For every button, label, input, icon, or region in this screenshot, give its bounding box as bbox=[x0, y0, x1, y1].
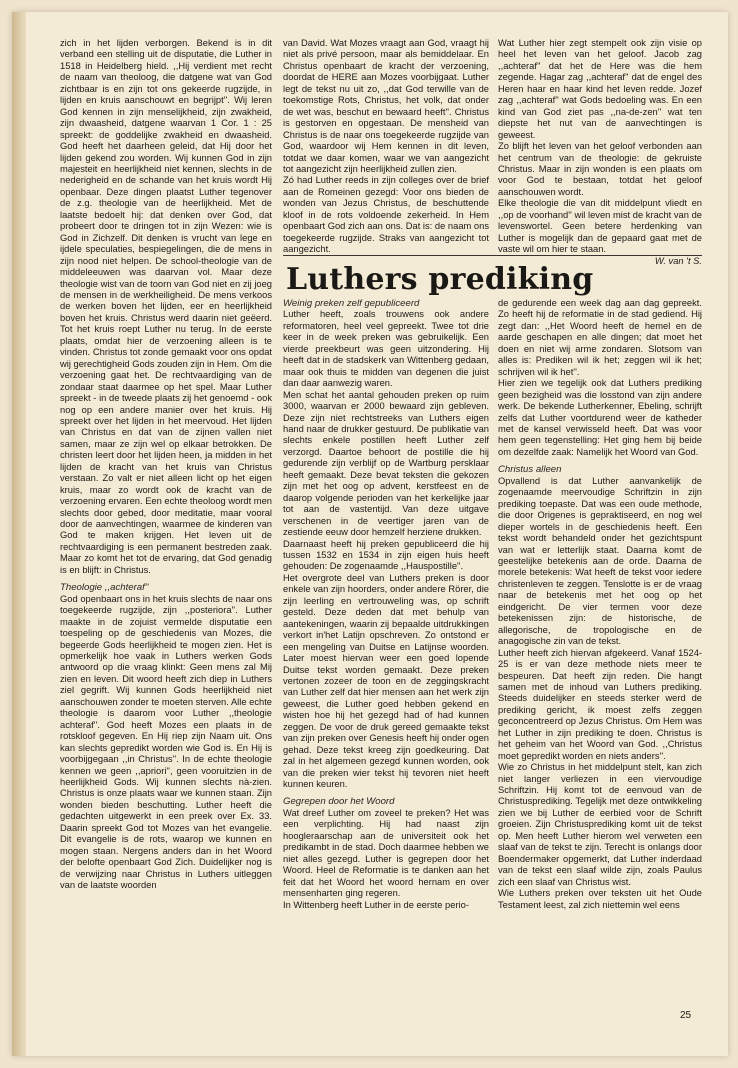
paragraph: Wie Luthers preken over teksten uit het Oude Testament leest, zal zich niettemin wel eens bbox=[498, 888, 702, 910]
paragraph: Het overgrote deel van Luthers preken is door enkele van zijn hoorders, onder andere Rörer, die zijn leerling en vertrouweling was, op schrift gesteld. Deze deden dat met behulp van aantekeningen, waarin zij bepaalde uitdrukkingen verkort in'het Latijn opschreven. Zo ontstond er een mengeling van Duitse en Latijnse woorden. Later moest hiervan weer een goed lopende Duitse tekst worden gemaakt. Deze preken vertonen zozeer de toon en de zeggingskracht van Luther zelf dat hier mensen aan het werk zijn geweest, die Luther goed hebben gekend en wisten hoe hij het gezegd had of had kunnen zeggen. De voor de druk gereed gemaakte tekst van zijn preken over Genesis heeft hij onder ogen gehad. Deze tekst kreeg zijn goedkeuring. Dat zal in het algemeen gezegd kunnen worden, ook van die preken wier tekst hij tevoren niet heeft kunnen keuren. bbox=[283, 572, 489, 790]
section-heading: Theologie ,,achteraf'' bbox=[60, 582, 149, 594]
section-heading: Christus alleen bbox=[498, 464, 562, 476]
column-right-top bbox=[498, 38, 702, 266]
article-column-1 bbox=[283, 298, 489, 1038]
paragraph: God openbaart ons in het kruis slechts de naar ons toegekeerde rugzijde, zijn ,,posteriora''. Luther maakte in de zojuist vermelde disputatie een toespeling op de geschiedenis van Mozes, die begeerde Gods heerlijkheid te mogen zien. Het is opmerkelijk hoe vaak in Luthers werken Gods antwoord op die vraag klinkt: Geen mens zal Mij zien en leven. Dit woord heeft zich diep in Luthers ziel gegrift. Wij kunnen Gods heerlijkheid niet aanschouwen zonder te moeten sterven. Alle echte theologie is daarom voor Luther ,,theologie achteraf''. God heeft Mozes een plaats in de rotskloof gegeven. En Hij riep zijn Naam uit. Ons kan slechts gepredikt worden wie God is. En Hij is voorbijgegaan ,,in Christus''. In de echte theologie kennen we geen ,,apriori'', geen vooruitzien in de heerlijkheid Gods. Wij kunnen slechts nà-zien. Christus is onze plaats waar we kunnen staan. Zijn wonden bieden beschutting. Luther heeft die gedachten uitgewerkt in een preek over Ex. 33. Daarin spreekt God tot Mozes van het evangelie. Dit evangelie is de rots, waarop we kunnen en mogen staan. Nergens anders dan in het Woord der belofte openbaart God Zich. Duidelijker nog is de verwijzing naar Christus in Luthers uitleggen van de laatste woorden bbox=[60, 593, 272, 891]
page-spine bbox=[12, 12, 26, 1056]
paragraph: Opvallend is dat Luther aanvankelijk de zogenaamde meervoudige Schriftzin in zijn prediking toepaste. Dat was een oude methode, die door Origenes is gepraktiseerd, en nog wel dieper wortels in de geschiedenis heeft. Een tekst wordt behandeld onder het gezichtspunt van wat er letterlijk staat. Daarna komt de geestelijke betekenis aan de orde. Daarna de morele betekenis: Wat heeft de tekst voor iedere christenleven te zeggen. Tenslotte is er de vraag naar de betekenis met het oog op het eindgericht. De vier termen voor deze betekenissen zijn: de historische, de allegorische, de tropologische en de anagogische zin van de tekst. bbox=[498, 475, 702, 647]
paragraph: Daarnaast heeft hij preken gepubliceerd die hij tussen 1532 en 1534 in zijn eigen huis heeft gehouden: De zogenaamde ,,Hauspostille''. bbox=[283, 538, 489, 572]
paragraph: In Wittenberg heeft Luther in de eerste perio- bbox=[283, 899, 469, 910]
paragraph: Zo blijft het leven van het geloof verbonden aan het centrum van de theologie: de gekruiste Christus. Maar in zijn wonden is een plaats om voor God te bestaan, totdat het geloof aanschouwen wordt. bbox=[498, 141, 702, 197]
paragraph: Wat Luther hier zegt stempelt ook zijn visie op heel het leven van het geloof. Jacob zag ,,achteraf'' dat het de Here was die hem zegende. Hagar zag ,,achteraf'' dat de engel des Heren haar en haar kind het leven redde. Jozef zag ,,achteraf'' wat Gods bedoeling was. En een kind van God ziet pas ,,na-de-zen'' wat ten diepste het nut van de aanvechtingen is geweest. bbox=[498, 38, 702, 140]
article-title: Luthers prediking bbox=[286, 262, 594, 297]
paragraph: de gedurende een week dag aan dag gepreekt. Zo heeft hij de reformatie in de stad gediend. Hij zegt dan: ,,Het Woord heeft de hemel en de aarde geschapen en alle dingen; dat moet het doen en niet wij arme zondaren. Slotsom van alles is: Prediken wil ik het; zeggen wil ik het; schrijven wil ik het''. bbox=[498, 298, 702, 377]
paragraph: Elke theologie die van dit middelpunt vliedt en ,,op de voorhand'' wil leven mist de kracht van de levenswortel. Geen betere herdenking van Luther is mogelijk dan de gepaard gaat met de vaste wil om hier te staan. bbox=[498, 198, 702, 255]
paragraph: Zó had Luther reeds in zijn colleges over de brief aan de Romeinen gezegd: Voor ons bieden de wonden van Jezus Christus, de beschuttende kloof in de rots voldoende zekerheid. In Hem openbaart God zich aan ons. Dat is: de naam ons toegekeerde rugzijde. Straks van aangezicht tot aangezicht. bbox=[283, 175, 489, 255]
article-column-2 bbox=[498, 298, 702, 1018]
section-heading: Weinig preken zelf gepubliceerd bbox=[283, 298, 420, 309]
paragraph: Wat dreef Luther om zoveel te preken? Het was een verplichting. Hij had naast zijn hoogleraarschap aan de universiteit ook het predikambt in de stad. Doch daarmee hebben we niet alles gezegd. Luther is gegrepen door het Woord. Heel de Reformatie is te danken aan het feit dat het Woord het woord hernam en over mensenharten ging regeren. bbox=[283, 807, 489, 899]
paragraph: zich in het lijden verborgen. Bekend is in dit verband een stelling uit de disputatie, die Luther in 1518 in Heidelberg hield. ,,Hij verdient met recht de naam van theoloog, die datgene wat van God zichtbaar is en zijn tot ons gekeerde rugzijde, in lijden en kruis aanschouwt en begrijpt''. Wij leren God kennen in zijn menselijkheid, zijn zwakheid, zijn dwaasheid, datgene waarvan 1 Cor. 1 : 25 spreekt: de goddelijke zwakheid en dwaasheid. God heeft het daarheen geleid, dat Hij door het lijden gekend zou worden. Wij kunnen God in zijn majesteit en heerlijkheid niet kennen, slechts in de nederigheid en de schande van het kruis wordt Hij openbaar. Deze dingen plaatst Luther tegenover de z.g. theologie van de heerlijkheid. Met de laatste bedoelt hij: dat denken over God, dat probeert door te dringen tot in zijn Wezen: wie is God in Zichzelf. Dit denken is vrucht van lege en ijdele speculaties, bespiegelingen, die de mens in zijn nood niet helpen. De school-theologie van de middeleeuwen was daarvan vol. Maar deze theologie wist van de toorn van God niet en zij joeg de mensen in de werkheiligheid. De mens verkoos de werken boven het lijden, eer en heerlijkheid boven het kruis. Christus werd daarin niet geëerd. Tot het kruis roept Luther nu terug. In de eerste plaats, omdat hier de verzoening alleen is te vinden. Christus tot zonde gemaakt voor ons opdat wij gerechtigheid Gods zouden zijn in Hem. Om die verzoening gaat het. De rechtvaardiging van de zondaar staat daarmee op het spel. Maar Luther spreekt - in de tweede plaats zij het genoemd - ook nog op een andere manier over het kruis. Hij spreekt over het lijden in het meervoud. Het lijden van Christus en dat van de zijnen vallen niet samen, maar ze zijn wel op elkaar betrokken. De christen leert door het lijden heen, ja midden in het lijden de kracht van het kruis van Christus verstaan. Zo valt er niet alleen licht op het eigen kruis, maar zo wordt ook de kracht van de verzoening ervaren. Een echte theoloog wordt men slechts door gebed, door meditatie, maar vooral door de aanvechtingen, waarmee de kinderen van God te maken krijgen. Het leven uit de rechtvaardiging is een permanent bestreden zaak. Maar zo komt het tot de ervaring, dat God genadig is en blijft: in Christus. bbox=[60, 38, 272, 575]
paragraph: Luther heeft zich hiervan afgekeerd. Vanaf 1524-25 is er van deze methode niets meer te bespeuren. Dat heeft zijn reden. Die hangt samen met de inhoud van Luthers prediking. Steeds duidelijker en steeds sterker werd de prediking gericht, ik moest zelfs zeggen geconcentreerd op Jezus Christus. Om Hem was het Luther in zijn prediking te doen. Christus is het geheim van het Woord van God. ,,Christus moet gepredikt worden en niets anders''. bbox=[498, 647, 702, 761]
paragraph: Wie zo Christus in het middelpunt stelt, kan zich niet langer verliezen in een viervoudige Schriftzin. Hij komt tot de eenvoud van de Christusprediking. Tegelijk met deze ontwikkeling zien we bij Luther de eerbied voor de Schrift groeien. Zijn Christusprediking komt uit de tekst op. Men heeft Luther hierom wel verweten een slaaf van de tekst te zijn. Terecht is onlangs door Boendermaker opgemerkt, dat Luther inderdaad van de tekst een slaaf wilde zijn, zoals Paulus zich een slaaf van Christus wist. bbox=[498, 762, 702, 887]
author-signature: W. van 't S. bbox=[654, 255, 702, 266]
paragraph: Hier zien we tegelijk ook dat Luthers prediking geen bezigheid was die losstond van zijn andere werk. De bekende Lutherkenner, Ebeling, schrijft zelfs dat Luther voortdurend weer de katheder met de kansel verwisseld heeft. Dat was voor hem geen tegenstelling: Het ging hem bij beide om dezelfde zaak: Namelijk het Woord van God. bbox=[498, 378, 702, 457]
paragraph: van David. Wat Mozes vraagt aan God, vraagt hij niet als privé persoon, maar als bemiddelaar. En Christus openbaart de kracht der verzoening, doordat de HERE aan Mozes voorbijgaat. Luther legt de tekst nu uit zo, ,,dat God terwille van de toekomstige Rots, Christus, het volk, dat onder de wet was, beschut en bewaard heeft''. Christus is gestorven en opgestaan. De mensheid van Christus is de naar ons toegekeerde rugzijde van God, waardoor wij Hem kennen in dit leven, totdat we daar komen, waar we van aangezicht tot aangezicht zijn heerlijkheid zullen zien. bbox=[283, 38, 489, 174]
column-middle-top bbox=[283, 38, 489, 253]
article-divider bbox=[283, 255, 702, 256]
paragraph: Luther heeft, zoals trouwens ook andere reformatoren, heel veel gepreekt. Twee tot drie keer in de week preken was gebruikelijk. Een vierde preekbeurt was geen uitzondering. Hij heeft dat in de stadskerk van Wittenberg gedaan, maar ook thuis te midden van degenen die juist dan daar aanwezig waren. bbox=[283, 309, 489, 389]
column-left bbox=[60, 38, 272, 1038]
section-heading: Gegrepen door het Woord bbox=[283, 796, 395, 808]
page-number: 25 bbox=[680, 1010, 692, 1021]
paragraph: Men schat het aantal gehouden preken op ruim 3000, waarvan er 2000 bewaard zijn gebleven. Deze zijn niet rechtstreeks van Luthers eigen hand naar de drukker gestuurd. De publikatie van slechts enkele postillen heeft Luther zelf verzorgd. Daartoe behoort de postille die hij gedurende zijn verblijf op de Wartburg persklaar heeft gemaakt. Deze bevat teksten die gekozen zijn met het oog op advent, kerstfeest en de daarop volgende perioden van het kerkelijke jaar tot aan de vastentijd. Van deze uitgave verschenen in de veertiger jaren van de zestiende eeuw door hemzelf herziene drukken. bbox=[283, 389, 489, 538]
